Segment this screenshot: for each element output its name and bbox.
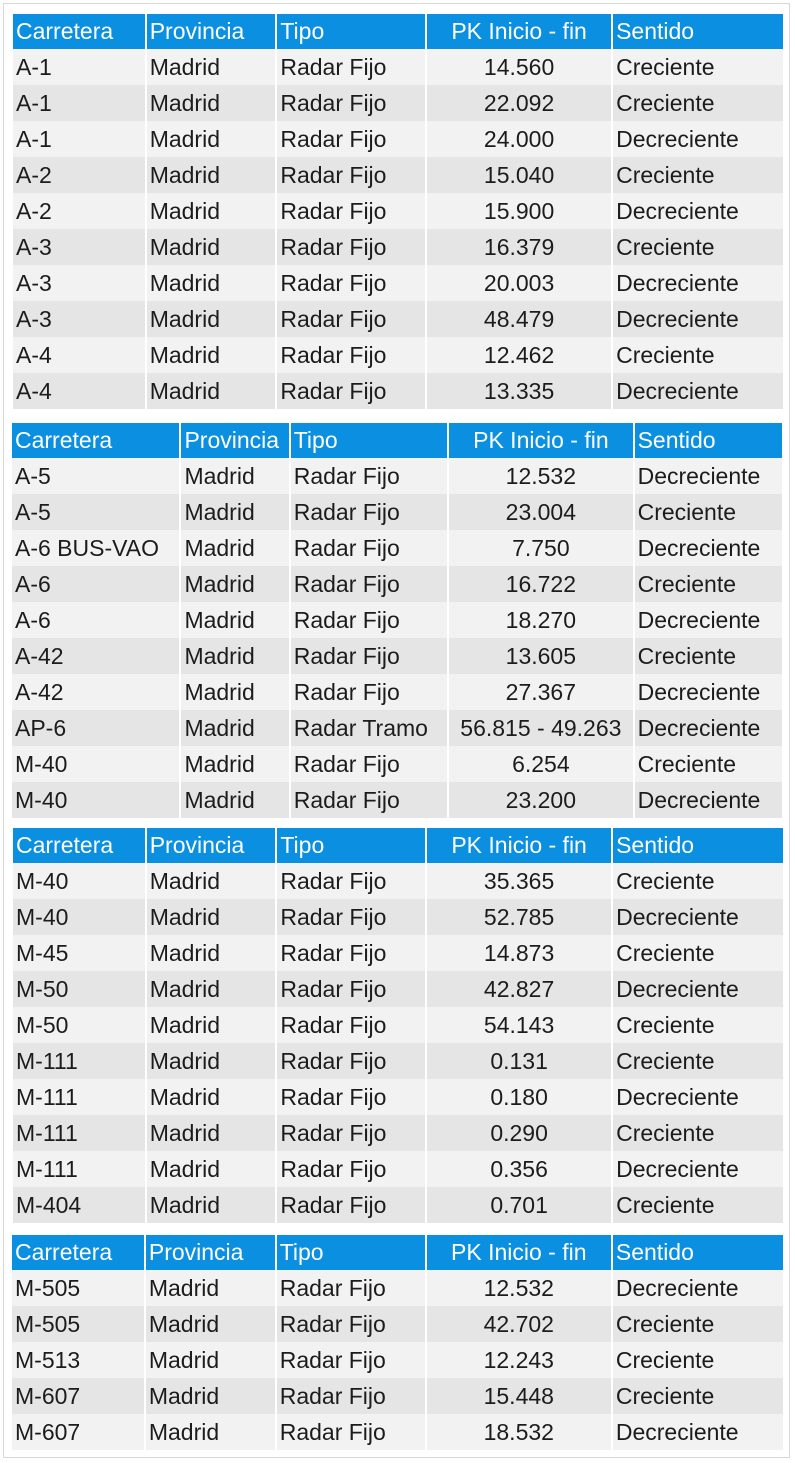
table-row	[12, 746, 782, 782]
cell-provincia: Madrid	[146, 1342, 275, 1378]
table-row	[12, 1306, 783, 1342]
cell-sentido: Creciente	[613, 49, 783, 85]
cell-provincia: Madrid	[147, 971, 276, 1007]
cell-provincia: Madrid	[147, 49, 276, 85]
cell-tipo: Radar Fijo	[277, 1270, 425, 1306]
cell-sentido: Decreciente	[635, 602, 782, 638]
cell-provincia: Madrid	[147, 1151, 276, 1187]
cell-pk: 0.701	[427, 1187, 611, 1223]
cell-pk: 12.243	[427, 1342, 611, 1378]
cell-sentido: Decreciente	[613, 899, 783, 935]
table-row	[12, 638, 782, 674]
cell-pk: 27.367	[449, 674, 632, 710]
table-row	[13, 193, 783, 229]
table-row	[13, 863, 783, 899]
cell-provincia: Madrid	[147, 1007, 276, 1043]
table-row	[12, 1378, 783, 1414]
radar-table-1	[11, 14, 785, 409]
cell-carretera: M-607	[12, 1378, 144, 1414]
cell-carretera: M-45	[13, 935, 145, 971]
cell-tipo: Radar Fijo	[277, 265, 425, 301]
cell-pk: 0.131	[427, 1043, 611, 1079]
cell-carretera: A-6	[12, 566, 179, 602]
cell-sentido: Decreciente	[613, 971, 783, 1007]
cell-pk: 18.532	[427, 1414, 611, 1450]
cell-provincia: Madrid	[147, 899, 276, 935]
table-row	[12, 530, 782, 566]
table-row	[12, 1414, 783, 1450]
cell-provincia: Madrid	[146, 1306, 275, 1342]
cell-sentido: Decreciente	[613, 121, 783, 157]
cell-provincia: Madrid	[147, 121, 276, 157]
table-row	[12, 602, 782, 638]
table-row	[12, 458, 782, 494]
cell-tipo: Radar Fijo	[277, 1043, 425, 1079]
radar-table-4	[10, 1235, 785, 1450]
cell-sentido: Decreciente	[613, 1151, 783, 1187]
table-row	[12, 710, 782, 746]
cell-pk: 15.900	[427, 193, 611, 229]
header-provincia: Provincia	[147, 828, 276, 863]
table-row	[12, 1270, 783, 1306]
cell-tipo: Radar Fijo	[277, 121, 425, 157]
cell-provincia: Madrid	[181, 710, 288, 746]
cell-carretera: M-50	[13, 971, 145, 1007]
cell-carretera: A-4	[13, 337, 145, 373]
cell-tipo: Radar Fijo	[277, 899, 425, 935]
cell-pk: 7.750	[449, 530, 632, 566]
cell-tipo: Radar Fijo	[277, 1079, 425, 1115]
cell-pk: 12.532	[449, 458, 632, 494]
table-row	[13, 1007, 783, 1043]
cell-pk: 23.200	[449, 782, 632, 818]
cell-carretera: AP-6	[12, 710, 179, 746]
cell-pk: 12.532	[427, 1270, 611, 1306]
cell-sentido: Creciente	[613, 863, 783, 899]
table-header-row	[13, 828, 783, 863]
cell-provincia: Madrid	[181, 494, 288, 530]
cell-sentido: Decreciente	[613, 1414, 783, 1450]
cell-tipo: Radar Fijo	[277, 337, 425, 373]
cell-pk: 15.448	[427, 1378, 611, 1414]
table-row	[13, 301, 783, 337]
cell-sentido: Creciente	[613, 85, 783, 121]
header-pk: PK Inicio - fin	[427, 1235, 611, 1270]
cell-tipo: Radar Tramo	[291, 710, 447, 746]
cell-pk: 16.379	[427, 229, 611, 265]
cell-tipo: Radar Fijo	[277, 301, 425, 337]
cell-provincia: Madrid	[147, 863, 276, 899]
cell-tipo: Radar Fijo	[291, 458, 447, 494]
cell-sentido: Creciente	[613, 1378, 783, 1414]
cell-provincia: Madrid	[147, 337, 276, 373]
header-provincia: Provincia	[181, 423, 288, 458]
cell-pk: 16.722	[449, 566, 632, 602]
cell-sentido: Creciente	[613, 1306, 783, 1342]
cell-carretera: M-40	[13, 863, 145, 899]
cell-tipo: Radar Fijo	[277, 1378, 425, 1414]
radar-table-3-container	[11, 828, 785, 1223]
cell-pk: 35.365	[427, 863, 611, 899]
cell-provincia: Madrid	[147, 85, 276, 121]
cell-pk: 52.785	[427, 899, 611, 935]
radar-table-2	[10, 423, 784, 818]
table-row	[12, 782, 782, 818]
header-pk: PK Inicio - fin	[449, 423, 632, 458]
cell-carretera: M-50	[13, 1007, 145, 1043]
cell-pk: 14.560	[427, 49, 611, 85]
cell-provincia: Madrid	[146, 1270, 275, 1306]
table-row	[13, 229, 783, 265]
table-body	[13, 863, 783, 1223]
cell-sentido: Creciente	[613, 935, 783, 971]
header-tipo: Tipo	[277, 828, 425, 863]
cell-tipo: Radar Fijo	[277, 1007, 425, 1043]
cell-carretera: A-1	[13, 85, 145, 121]
table-row	[13, 1043, 783, 1079]
cell-pk: 23.004	[449, 494, 632, 530]
cell-carretera: M-111	[13, 1079, 145, 1115]
cell-tipo: Radar Fijo	[291, 566, 447, 602]
cell-sentido: Decreciente	[613, 1079, 783, 1115]
table-body	[13, 49, 783, 409]
cell-carretera: A-5	[12, 458, 179, 494]
header-carretera: Carretera	[12, 1235, 144, 1270]
cell-carretera: M-111	[13, 1043, 145, 1079]
cell-sentido: Creciente	[613, 1007, 783, 1043]
cell-carretera: M-505	[12, 1306, 144, 1342]
cell-carretera: A-2	[13, 193, 145, 229]
cell-carretera: A-2	[13, 157, 145, 193]
cell-sentido: Creciente	[613, 1115, 783, 1151]
cell-provincia: Madrid	[181, 674, 288, 710]
cell-sentido: Creciente	[635, 746, 782, 782]
cell-tipo: Radar Fijo	[277, 373, 425, 409]
table-row	[13, 157, 783, 193]
header-carretera: Carretera	[13, 828, 145, 863]
header-sentido: Sentido	[613, 828, 783, 863]
cell-pk: 13.605	[449, 638, 632, 674]
cell-tipo: Radar Fijo	[277, 1187, 425, 1223]
cell-carretera: A-3	[13, 229, 145, 265]
cell-tipo: Radar Fijo	[277, 863, 425, 899]
radar-table-3	[11, 828, 785, 1223]
header-pk: PK Inicio - fin	[427, 828, 611, 863]
cell-pk: 15.040	[427, 157, 611, 193]
cell-tipo: Radar Fijo	[277, 1414, 425, 1450]
cell-provincia: Madrid	[147, 229, 276, 265]
cell-carretera: M-111	[13, 1151, 145, 1187]
cell-pk: 0.180	[427, 1079, 611, 1115]
cell-sentido: Decreciente	[635, 710, 782, 746]
table-row	[12, 674, 782, 710]
cell-tipo: Radar Fijo	[291, 674, 447, 710]
table-row	[13, 337, 783, 373]
cell-carretera: A-42	[12, 674, 179, 710]
cell-sentido: Creciente	[613, 337, 783, 373]
cell-carretera: A-5	[12, 494, 179, 530]
cell-provincia: Madrid	[181, 530, 288, 566]
header-tipo: Tipo	[291, 423, 447, 458]
cell-tipo: Radar Fijo	[277, 935, 425, 971]
table-row	[13, 1079, 783, 1115]
cell-provincia: Madrid	[181, 566, 288, 602]
cell-pk: 18.270	[449, 602, 632, 638]
cell-provincia: Madrid	[181, 746, 288, 782]
cell-provincia: Madrid	[147, 935, 276, 971]
table-row	[13, 1115, 783, 1151]
cell-tipo: Radar Fijo	[277, 229, 425, 265]
cell-sentido: Creciente	[635, 566, 782, 602]
header-carretera: Carretera	[12, 423, 179, 458]
cell-provincia: Madrid	[181, 782, 288, 818]
cell-tipo: Radar Fijo	[291, 494, 447, 530]
cell-carretera: M-607	[12, 1414, 144, 1450]
cell-pk: 0.356	[427, 1151, 611, 1187]
cell-sentido: Decreciente	[635, 458, 782, 494]
cell-provincia: Madrid	[146, 1414, 275, 1450]
cell-carretera: A-3	[13, 265, 145, 301]
cell-provincia: Madrid	[147, 157, 276, 193]
cell-provincia: Madrid	[147, 265, 276, 301]
cell-tipo: Radar Fijo	[277, 1151, 425, 1187]
table-body	[12, 1270, 783, 1450]
cell-pk: 42.702	[427, 1306, 611, 1342]
cell-sentido: Decreciente	[613, 193, 783, 229]
cell-carretera: A-3	[13, 301, 145, 337]
cell-provincia: Madrid	[147, 1187, 276, 1223]
cell-carretera: A-1	[13, 49, 145, 85]
cell-pk: 12.462	[427, 337, 611, 373]
cell-pk: 22.092	[427, 85, 611, 121]
cell-sentido: Creciente	[613, 157, 783, 193]
table-header-row	[12, 1235, 783, 1270]
header-tipo: Tipo	[277, 1235, 425, 1270]
header-sentido: Sentido	[635, 423, 782, 458]
header-sentido: Sentido	[613, 14, 783, 49]
cell-carretera: A-6	[12, 602, 179, 638]
cell-provincia: Madrid	[147, 1079, 276, 1115]
cell-pk: 48.479	[427, 301, 611, 337]
cell-pk: 14.873	[427, 935, 611, 971]
cell-carretera: A-4	[13, 373, 145, 409]
header-sentido: Sentido	[613, 1235, 783, 1270]
cell-tipo: Radar Fijo	[277, 1115, 425, 1151]
table-row	[12, 566, 782, 602]
cell-sentido: Decreciente	[635, 674, 782, 710]
cell-provincia: Madrid	[147, 193, 276, 229]
header-provincia: Provincia	[147, 14, 276, 49]
cell-sentido: Decreciente	[635, 530, 782, 566]
cell-sentido: Decreciente	[613, 373, 783, 409]
table-row	[13, 935, 783, 971]
header-tipo: Tipo	[277, 14, 425, 49]
cell-tipo: Radar Fijo	[277, 971, 425, 1007]
cell-sentido: Decreciente	[635, 782, 782, 818]
table-row	[12, 494, 782, 530]
cell-sentido: Creciente	[613, 1342, 783, 1378]
cell-provincia: Madrid	[147, 1043, 276, 1079]
cell-sentido: Creciente	[613, 1187, 783, 1223]
cell-tipo: Radar Fijo	[277, 85, 425, 121]
cell-pk: 54.143	[427, 1007, 611, 1043]
cell-carretera: M-40	[12, 782, 179, 818]
cell-tipo: Radar Fijo	[291, 530, 447, 566]
cell-tipo: Radar Fijo	[277, 157, 425, 193]
cell-tipo: Radar Fijo	[291, 782, 447, 818]
table-row	[13, 265, 783, 301]
table-row	[13, 373, 783, 409]
cell-tipo: Radar Fijo	[291, 746, 447, 782]
cell-tipo: Radar Fijo	[277, 1306, 425, 1342]
cell-sentido: Decreciente	[613, 1270, 783, 1306]
radar-table-1-container	[11, 14, 785, 409]
radar-table-4-container	[10, 1235, 785, 1450]
cell-provincia: Madrid	[181, 458, 288, 494]
header-carretera: Carretera	[13, 14, 145, 49]
table-row	[13, 85, 783, 121]
cell-tipo: Radar Fijo	[291, 602, 447, 638]
cell-sentido: Creciente	[635, 638, 782, 674]
cell-sentido: Decreciente	[613, 301, 783, 337]
cell-pk: 13.335	[427, 373, 611, 409]
cell-carretera: A-1	[13, 121, 145, 157]
table-row	[13, 49, 783, 85]
table-row	[13, 1187, 783, 1223]
cell-provincia: Madrid	[147, 373, 276, 409]
table-row	[13, 971, 783, 1007]
table-row	[12, 1342, 783, 1378]
cell-provincia: Madrid	[181, 602, 288, 638]
cell-tipo: Radar Fijo	[277, 49, 425, 85]
cell-pk: 6.254	[449, 746, 632, 782]
cell-provincia: Madrid	[146, 1378, 275, 1414]
table-row	[13, 121, 783, 157]
cell-pk: 0.290	[427, 1115, 611, 1151]
table-row	[13, 1151, 783, 1187]
cell-pk: 56.815 - 49.263	[449, 710, 632, 746]
cell-sentido: Creciente	[613, 229, 783, 265]
cell-tipo: Radar Fijo	[277, 1342, 425, 1378]
cell-carretera: M-40	[13, 899, 145, 935]
cell-pk: 24.000	[427, 121, 611, 157]
cell-sentido: Creciente	[635, 494, 782, 530]
cell-tipo: Radar Fijo	[277, 193, 425, 229]
radar-table-2-container	[10, 423, 784, 818]
cell-provincia: Madrid	[147, 1115, 276, 1151]
cell-provincia: Madrid	[147, 301, 276, 337]
table-body	[12, 458, 782, 818]
header-pk: PK Inicio - fin	[427, 14, 611, 49]
cell-sentido: Creciente	[613, 1043, 783, 1079]
cell-pk: 42.827	[427, 971, 611, 1007]
cell-carretera: A-42	[12, 638, 179, 674]
cell-tipo: Radar Fijo	[291, 638, 447, 674]
cell-carretera: M-404	[13, 1187, 145, 1223]
cell-carretera: M-505	[12, 1270, 144, 1306]
cell-carretera: A-6 BUS-VAO	[12, 530, 179, 566]
cell-carretera: M-111	[13, 1115, 145, 1151]
cell-provincia: Madrid	[181, 638, 288, 674]
table-row	[13, 899, 783, 935]
cell-sentido: Decreciente	[613, 265, 783, 301]
header-provincia: Provincia	[146, 1235, 275, 1270]
cell-carretera: M-40	[12, 746, 179, 782]
table-header-row	[12, 423, 782, 458]
cell-pk: 20.003	[427, 265, 611, 301]
table-header-row	[13, 14, 783, 49]
cell-carretera: M-513	[12, 1342, 144, 1378]
